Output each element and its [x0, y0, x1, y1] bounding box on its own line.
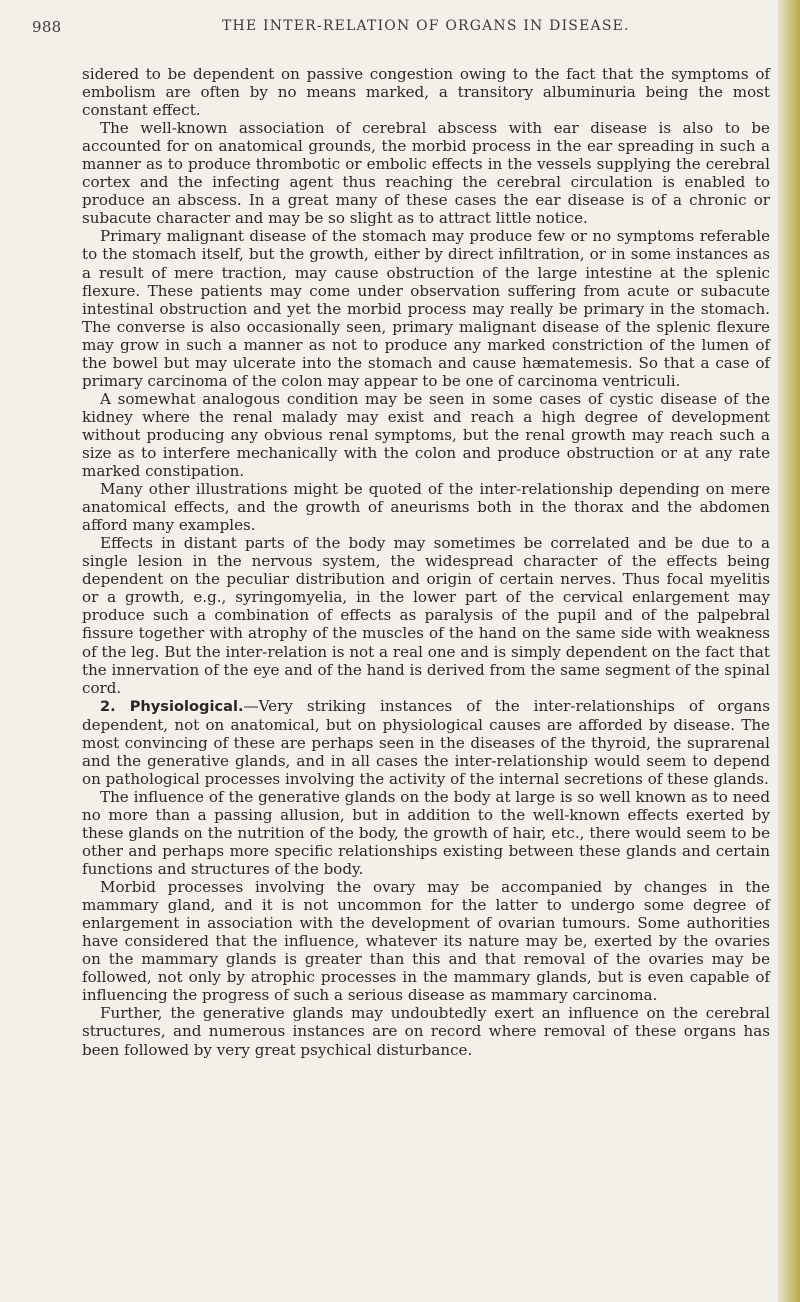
section-physiological — [82, 697, 770, 788]
page-number: 988 — [32, 18, 62, 36]
paragraph: Effects in distant parts of the body may sometimes be correlated and be due to a single lesion in the nervous system, the widespread character of the effects being dependent on the peculiar distribution and origin of certain nerves. Thus focal myelitis or a growth, e.g., syringomyelia, in the lower part of the cervical enlargement may produce such a combination of effects as paralysis of the pupil and of the palpebral fissure together with atrophy of the muscles of the hand on the same side with weakness of the leg. But the inter-relation is not a real one and is simply dependent on the fact that the innervation of the eye and of the hand is derived from the same segment of the spinal cord. — [82, 534, 770, 697]
paragraph: The well-known association of cerebral abscess with ear disease is also to be accounted for on anatomical grounds, the morbid process in the ear spreading in such a manner as to produce thrombotic or embolic effects in the vessels supplying the cerebral cortex and the infecting agent thus reaching the cerebral circulation is enabled to produce an abscess. In a great many of these cases the ear disease is of a chronic or subacute character and may be so slight as to attract little notice. — [82, 119, 770, 228]
paragraph: Morbid processes involving the ovary may be accompanied by changes in the mammary gland, and it is not uncommon for the latter to undergo some degree of enlargement in association with the development of ovarian tumours. Some authorities have considered that the influence, whatever its nature may be, exerted by the ovaries on the mammary glands is greater than this and that removal of the ovaries may be followed, not only by atrophic processes in the mammary glands, but is even capable of influencing the progress of such a serious disease as mammary carcinoma. — [82, 878, 770, 1005]
paragraph: Many other illustrations might be quoted of the inter-relationship depending on mere anatomical effects, and the growth of aneurisms both in the thorax and the abdomen afford many examples. — [82, 480, 770, 535]
body-text — [82, 65, 770, 1059]
page-edge-binding — [778, 0, 800, 1302]
paragraph: Primary malignant disease of the stomach may produce few or no symptoms referable to the stomach itself, but the growth, either by direct infiltration, or in some instances as a result of mere traction, may cause obstruction of the large intestine at the splenic flexure. These patients may come under observation suffering from acute or subacute intestinal obstruction and yet the morbid process may really be primary in the stomach. The converse is also occasionally seen, primary malignant disease of the splenic flexure may grow in such a manner as not to produce any marked constriction of the lumen of the bowel but may ulcerate into the stomach and cause hæmatemesis. So that a case of primary carcinoma of the colon may appear to be one of carcinoma ventriculi. — [82, 227, 770, 390]
section-heading: Physiological. — [129, 697, 244, 715]
paragraph: sidered to be dependent on passive congestion owing to the fact that the symptoms of embolism are often by no means marked, a transitory albuminuria being the most constant effect. — [82, 65, 770, 120]
page-header — [0, 14, 800, 40]
section-text: —Very striking instances of the inter-relationships of organs dependent, not on anatomical, but on physiological causes are afforded by disease. The most convincing of these are perhaps seen in the diseases of the thyroid, the suprarenal and the generative glands, and in all cases the inter-relationship would seem to depend on pathological processes involving the activity of the internal secretions of these glands. — [82, 696, 770, 788]
paragraph: A somewhat analogous condition may be seen in some cases of cystic disease of the kidney where the renal malady may exist and reach a high degree of development without producing any obvious renal symptoms, but the renal growth may reach such a size as to interfere mechanically with the colon and produce obstruction or at any rate marked constipation. — [82, 389, 770, 481]
paragraph: Further, the generative glands may undoubtedly exert an influence on the cerebral structures, and numerous instances are on record where removal of these organs has been followed by very great psychical disturbance. — [82, 1004, 770, 1059]
section-number: 2. — [100, 697, 116, 715]
paragraph: The influence of the generative glands on the body at large is so well known as to need no more than a passing allusion, but in addition to the well-known effects exerted by these glands on the nutrition of the body, the growth of hair, etc., there would seem to be other and perhaps more specific relationships existing between these glands and certain functions and structures of the body. — [82, 787, 770, 879]
running-title: THE INTER-RELATION OF ORGANS IN DISEASE. — [222, 18, 630, 34]
